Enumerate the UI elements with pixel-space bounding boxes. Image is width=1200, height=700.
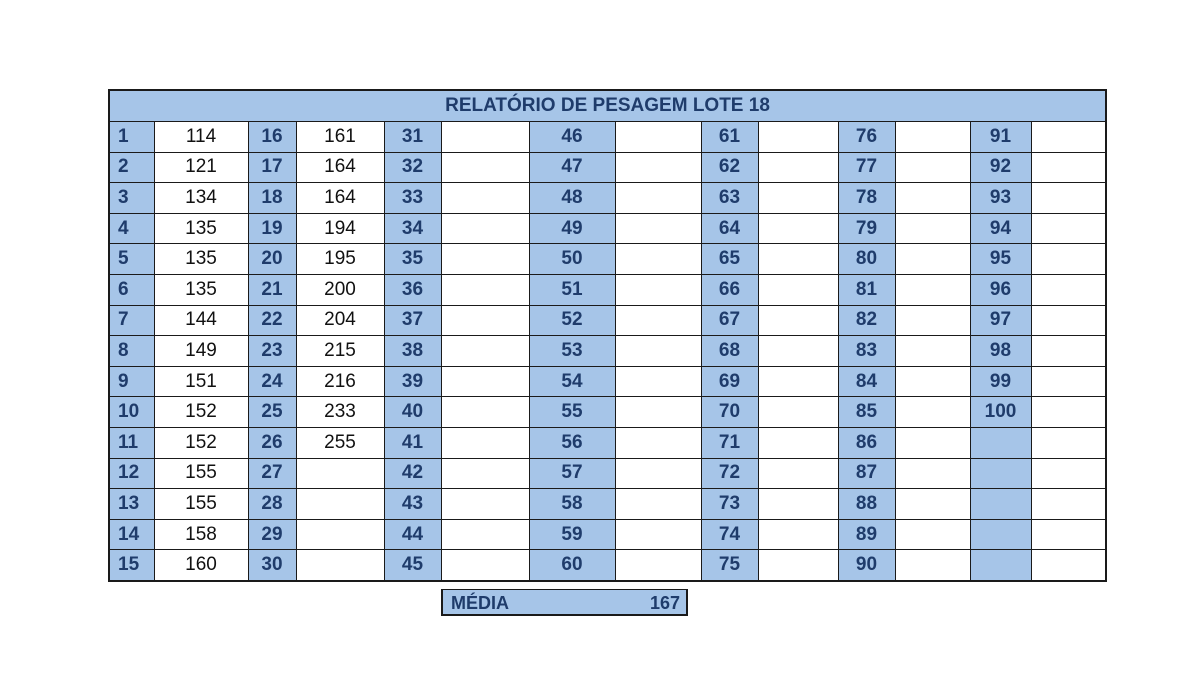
animal-number-cell: 81	[838, 274, 895, 305]
weight-cell: 134	[154, 183, 248, 214]
animal-number-cell: 64	[701, 213, 758, 244]
animal-number-cell: 39	[384, 366, 441, 397]
animal-number-cell: 68	[701, 336, 758, 367]
weight-cell	[758, 550, 838, 581]
animal-number-cell: 23	[248, 336, 296, 367]
animal-number-cell: 43	[384, 489, 441, 520]
weight-cell: 255	[296, 427, 384, 458]
animal-number-cell: 93	[970, 183, 1031, 214]
weight-cell: 233	[296, 397, 384, 428]
weight-cell	[615, 519, 701, 550]
animal-number-cell	[970, 458, 1031, 489]
animal-number-cell: 13	[109, 489, 154, 520]
animal-number-cell: 90	[838, 550, 895, 581]
animal-number-cell: 52	[529, 305, 615, 336]
weight-cell: 164	[296, 183, 384, 214]
animal-number-cell: 55	[529, 397, 615, 428]
report-title: RELATÓRIO DE PESAGEM LOTE 18	[109, 90, 1106, 122]
animal-number-cell: 75	[701, 550, 758, 581]
weight-cell	[758, 244, 838, 275]
weight-cell	[1031, 550, 1106, 581]
animal-number-cell	[970, 519, 1031, 550]
animal-number-cell: 11	[109, 427, 154, 458]
weight-cell: 195	[296, 244, 384, 275]
animal-number-cell: 19	[248, 213, 296, 244]
animal-number-cell: 49	[529, 213, 615, 244]
weight-cell	[615, 213, 701, 244]
weight-cell	[441, 213, 529, 244]
animal-number-cell: 97	[970, 305, 1031, 336]
animal-number-cell: 61	[701, 122, 758, 153]
average-box	[441, 589, 688, 616]
animal-number-cell: 38	[384, 336, 441, 367]
weight-cell: 155	[154, 458, 248, 489]
weight-cell	[615, 122, 701, 153]
animal-number-cell: 69	[701, 366, 758, 397]
animal-number-cell: 29	[248, 519, 296, 550]
animal-number-cell: 79	[838, 213, 895, 244]
title-row	[109, 90, 1106, 122]
weight-cell	[1031, 458, 1106, 489]
animal-number-cell: 40	[384, 397, 441, 428]
weight-cell: 216	[296, 366, 384, 397]
animal-number-cell: 95	[970, 244, 1031, 275]
weight-cell	[296, 519, 384, 550]
weight-cell	[895, 366, 970, 397]
animal-number-cell: 54	[529, 366, 615, 397]
table-row	[109, 458, 1106, 489]
animal-number-cell: 10	[109, 397, 154, 428]
weight-cell: 161	[296, 122, 384, 153]
weight-cell	[441, 183, 529, 214]
weight-cell	[758, 366, 838, 397]
animal-number-cell: 89	[838, 519, 895, 550]
animal-number-cell: 34	[384, 213, 441, 244]
weight-cell	[895, 122, 970, 153]
table-row	[109, 183, 1106, 214]
table-row	[109, 519, 1106, 550]
weight-cell	[615, 458, 701, 489]
animal-number-cell: 65	[701, 244, 758, 275]
animal-number-cell: 87	[838, 458, 895, 489]
weight-cell	[615, 397, 701, 428]
animal-number-cell: 83	[838, 336, 895, 367]
animal-number-cell: 8	[109, 336, 154, 367]
weight-cell	[758, 427, 838, 458]
animal-number-cell: 18	[248, 183, 296, 214]
weight-cell	[615, 550, 701, 581]
weight-cell	[1031, 152, 1106, 183]
weight-cell: 151	[154, 366, 248, 397]
weight-cell: 200	[296, 274, 384, 305]
animal-number-cell: 84	[838, 366, 895, 397]
animal-number-cell: 30	[248, 550, 296, 581]
animal-number-cell: 76	[838, 122, 895, 153]
table-row	[109, 213, 1106, 244]
weight-cell	[895, 244, 970, 275]
weight-cell	[615, 366, 701, 397]
table-row	[109, 366, 1106, 397]
table-row	[109, 489, 1106, 520]
animal-number-cell: 57	[529, 458, 615, 489]
animal-number-cell: 6	[109, 274, 154, 305]
weight-cell	[441, 122, 529, 153]
weight-cell	[441, 519, 529, 550]
animal-number-cell: 63	[701, 183, 758, 214]
table-row	[109, 427, 1106, 458]
animal-number-cell: 96	[970, 274, 1031, 305]
animal-number-cell	[970, 427, 1031, 458]
animal-number-cell: 62	[701, 152, 758, 183]
weight-cell: 152	[154, 427, 248, 458]
animal-number-cell: 47	[529, 152, 615, 183]
animal-number-cell: 36	[384, 274, 441, 305]
animal-number-cell: 51	[529, 274, 615, 305]
animal-number-cell: 92	[970, 152, 1031, 183]
weight-cell	[441, 427, 529, 458]
animal-number-cell: 9	[109, 366, 154, 397]
animal-number-cell: 71	[701, 427, 758, 458]
table-row	[109, 550, 1106, 581]
animal-number-cell: 32	[384, 152, 441, 183]
weight-cell	[441, 274, 529, 305]
animal-number-cell: 50	[529, 244, 615, 275]
table-row	[109, 336, 1106, 367]
table-row	[109, 152, 1106, 183]
table-row	[109, 305, 1106, 336]
animal-number-cell: 48	[529, 183, 615, 214]
weight-cell	[895, 213, 970, 244]
animal-number-cell: 80	[838, 244, 895, 275]
table-row	[109, 397, 1106, 428]
weight-cell	[895, 305, 970, 336]
weight-cell: 204	[296, 305, 384, 336]
animal-number-cell: 3	[109, 183, 154, 214]
weighing-report-table	[108, 89, 1107, 582]
weight-cell	[1031, 213, 1106, 244]
weight-cell	[615, 489, 701, 520]
weight-cell	[758, 213, 838, 244]
weight-cell	[615, 336, 701, 367]
weight-cell	[758, 519, 838, 550]
weight-cell	[895, 427, 970, 458]
weight-cell	[895, 519, 970, 550]
animal-number-cell: 27	[248, 458, 296, 489]
average-label: MÉDIA	[451, 593, 509, 613]
animal-number-cell: 4	[109, 213, 154, 244]
weight-cell	[441, 305, 529, 336]
animal-number-cell: 78	[838, 183, 895, 214]
weight-cell	[1031, 397, 1106, 428]
animal-number-cell: 72	[701, 458, 758, 489]
animal-number-cell: 33	[384, 183, 441, 214]
weight-cell	[1031, 122, 1106, 153]
animal-number-cell: 58	[529, 489, 615, 520]
animal-number-cell: 91	[970, 122, 1031, 153]
weight-cell	[758, 152, 838, 183]
weight-cell	[615, 152, 701, 183]
animal-number-cell: 20	[248, 244, 296, 275]
weight-cell	[758, 458, 838, 489]
weight-cell: 215	[296, 336, 384, 367]
average-value: 167	[649, 593, 680, 613]
animal-number-cell: 59	[529, 519, 615, 550]
animal-number-cell: 85	[838, 397, 895, 428]
weight-cell	[441, 244, 529, 275]
weight-cell: 114	[154, 122, 248, 153]
table-row	[109, 274, 1106, 305]
animal-number-cell: 100	[970, 397, 1031, 428]
table-row	[109, 122, 1106, 153]
weight-cell	[441, 152, 529, 183]
weight-cell: 135	[154, 274, 248, 305]
weight-cell	[895, 550, 970, 581]
animal-number-cell: 21	[248, 274, 296, 305]
animal-number-cell: 67	[701, 305, 758, 336]
weight-cell: 152	[154, 397, 248, 428]
weight-cell	[895, 336, 970, 367]
animal-number-cell: 15	[109, 550, 154, 581]
animal-number-cell: 56	[529, 427, 615, 458]
weight-cell	[895, 152, 970, 183]
weight-cell	[441, 397, 529, 428]
animal-number-cell: 94	[970, 213, 1031, 244]
table-row	[109, 244, 1106, 275]
animal-number-cell: 99	[970, 366, 1031, 397]
animal-number-cell: 53	[529, 336, 615, 367]
weight-cell	[758, 183, 838, 214]
animal-number-cell: 25	[248, 397, 296, 428]
animal-number-cell: 28	[248, 489, 296, 520]
weight-cell	[615, 427, 701, 458]
weight-cell	[296, 458, 384, 489]
weight-cell	[441, 366, 529, 397]
weight-cell	[1031, 366, 1106, 397]
weight-cell	[758, 274, 838, 305]
weight-cell	[758, 489, 838, 520]
weight-cell	[296, 489, 384, 520]
weight-cell	[296, 550, 384, 581]
animal-number-cell: 82	[838, 305, 895, 336]
weight-cell: 135	[154, 213, 248, 244]
animal-number-cell: 2	[109, 152, 154, 183]
weight-cell	[1031, 183, 1106, 214]
animal-number-cell: 5	[109, 244, 154, 275]
weight-cell	[758, 305, 838, 336]
animal-number-cell	[970, 489, 1031, 520]
weight-cell	[758, 336, 838, 367]
weight-cell	[895, 458, 970, 489]
animal-number-cell: 46	[529, 122, 615, 153]
weight-cell	[1031, 274, 1106, 305]
animal-number-cell: 12	[109, 458, 154, 489]
animal-number-cell: 42	[384, 458, 441, 489]
animal-number-cell: 44	[384, 519, 441, 550]
animal-number-cell: 7	[109, 305, 154, 336]
weight-cell: 144	[154, 305, 248, 336]
weight-cell	[615, 183, 701, 214]
weight-cell	[895, 183, 970, 214]
weight-cell	[615, 274, 701, 305]
weight-cell: 194	[296, 213, 384, 244]
weight-cell	[441, 336, 529, 367]
weight-cell: 149	[154, 336, 248, 367]
animal-number-cell: 26	[248, 427, 296, 458]
weight-cell	[895, 489, 970, 520]
animal-number-cell	[970, 550, 1031, 581]
weight-cell	[441, 458, 529, 489]
weight-cell	[1031, 489, 1106, 520]
weight-cell	[1031, 336, 1106, 367]
weight-cell	[758, 122, 838, 153]
weight-cell	[895, 397, 970, 428]
weight-cell: 158	[154, 519, 248, 550]
weight-cell	[441, 550, 529, 581]
animal-number-cell: 88	[838, 489, 895, 520]
weight-cell: 160	[154, 550, 248, 581]
weight-cell: 155	[154, 489, 248, 520]
animal-number-cell: 35	[384, 244, 441, 275]
weight-cell	[1031, 519, 1106, 550]
animal-number-cell: 73	[701, 489, 758, 520]
animal-number-cell: 1	[109, 122, 154, 153]
weight-cell	[615, 305, 701, 336]
weight-cell	[895, 274, 970, 305]
animal-number-cell: 14	[109, 519, 154, 550]
animal-number-cell: 22	[248, 305, 296, 336]
weight-cell: 164	[296, 152, 384, 183]
weight-cell	[615, 244, 701, 275]
weight-cell	[758, 397, 838, 428]
weight-cell	[441, 489, 529, 520]
animal-number-cell: 37	[384, 305, 441, 336]
weight-cell	[1031, 427, 1106, 458]
animal-number-cell: 24	[248, 366, 296, 397]
weight-cell	[1031, 305, 1106, 336]
animal-number-cell: 45	[384, 550, 441, 581]
weight-cell	[1031, 244, 1106, 275]
animal-number-cell: 70	[701, 397, 758, 428]
animal-number-cell: 66	[701, 274, 758, 305]
weight-cell: 121	[154, 152, 248, 183]
animal-number-cell: 86	[838, 427, 895, 458]
animal-number-cell: 31	[384, 122, 441, 153]
animal-number-cell: 74	[701, 519, 758, 550]
animal-number-cell: 17	[248, 152, 296, 183]
animal-number-cell: 98	[970, 336, 1031, 367]
animal-number-cell: 60	[529, 550, 615, 581]
animal-number-cell: 41	[384, 427, 441, 458]
animal-number-cell: 77	[838, 152, 895, 183]
animal-number-cell: 16	[248, 122, 296, 153]
weight-cell: 135	[154, 244, 248, 275]
